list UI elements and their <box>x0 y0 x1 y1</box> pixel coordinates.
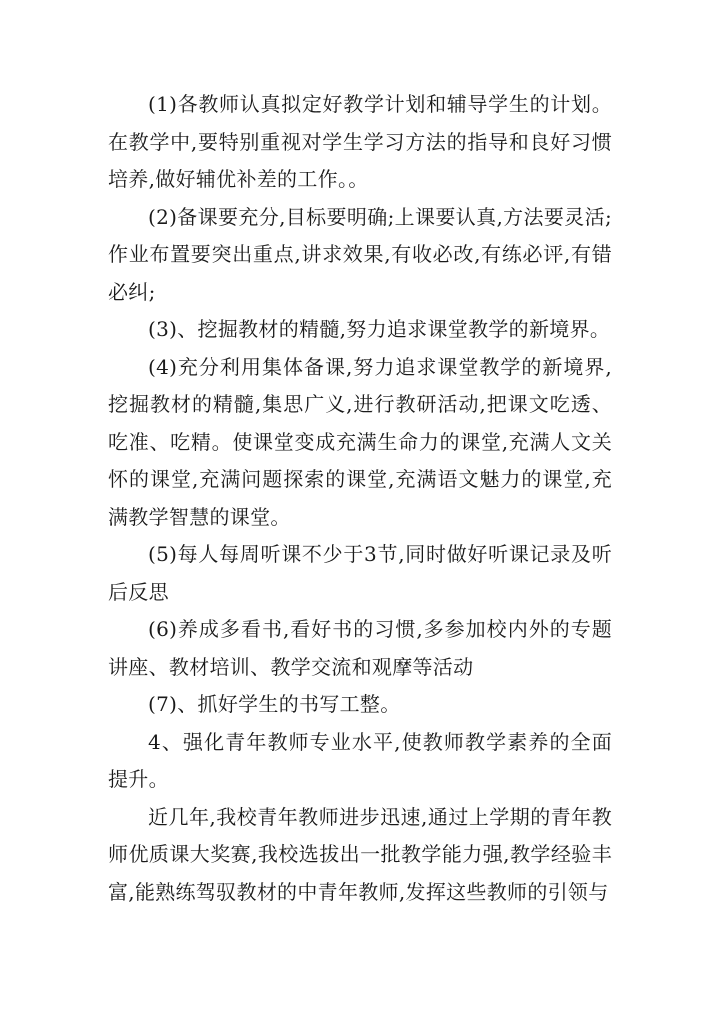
paragraph-heading-4: 4、强化青年教师专业水平,使教师教学素养的全面提升。 <box>108 729 612 791</box>
paragraph-item-8: 近几年,我校青年教师进步迅速,通过上学期的青年教师优质课大奖赛,我校选拔出一批教学能力强,教学经验丰富,能熟练驾驭教材的中青年教师,发挥这些教师的引领与 <box>108 804 612 904</box>
paragraph-item-5: (5)每人每周听课不少于3节,同时做好听课记录及听后反思 <box>108 542 612 604</box>
paragraph-item-7: (7)、抓好学生的书写工整。 <box>148 692 401 716</box>
paragraph-item-3: (3)、挖掘教材的精髓,努力追求课堂教学的新境界。 <box>148 317 611 341</box>
paragraph-item-6: (6)养成多看书,看好书的习惯,多参加校内外的专题讲座、教材培训、教学交流和观摩等活动 <box>108 617 612 679</box>
paragraph-item-4: (4)充分利用集体备课,努力追求课堂教学的新境界,挖掘教材的精髓,集思广义,进行教研活动,把课文吃透、吃准、吃精。使课堂变成充满生命力的课堂,充满人文关怀的课堂,充满问题探索的课堂,充满语文魅力的课堂,充满教学智慧的课堂。 <box>108 354 612 529</box>
paragraph-item-2: (2)备课要充分,目标要明确;上课要认真,方法要灵活;作业布置要突出重点,讲求效果,有收必改,有练必评,有错必纠; <box>108 204 612 304</box>
paragraph-item-1: (1)各教师认真拟定好教学计划和辅导学生的计划。在教学中,要特别重视对学生学习方法的指导和良好习惯培养,做好辅优补差的工作。。 <box>108 92 612 191</box>
document-body <box>108 86 612 911</box>
